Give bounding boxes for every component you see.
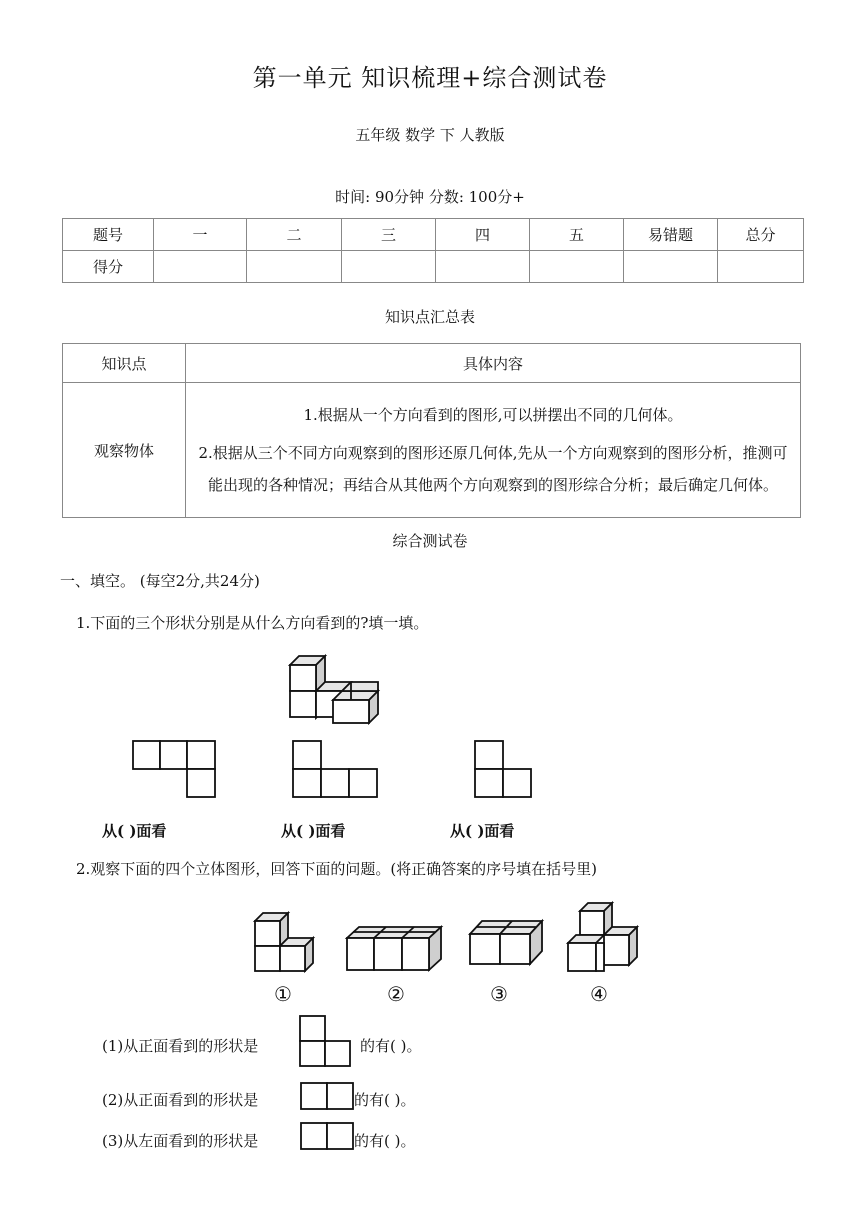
score-header-cell: 三 — [342, 219, 436, 251]
q2-sub1-suffix: 的有( )。 — [360, 1037, 422, 1055]
section-1-heading: 一、填空。 (每空2分,共24分) — [60, 572, 260, 590]
q2-solid-3 — [468, 918, 546, 968]
q2-solid-2 — [345, 924, 447, 974]
score-header-cell: 四 — [436, 219, 530, 251]
page-title: 第一单元 知识梳理+综合测试卷 — [252, 64, 608, 92]
test-title: 综合测试卷 — [392, 532, 468, 550]
q1-view-3 — [474, 740, 534, 800]
knowledge-content — [186, 383, 801, 518]
q2-sub3-prefix: (3)从左面看到的形状是 — [102, 1132, 259, 1150]
q2-number-1: ① — [274, 982, 292, 1006]
knowledge-line-1: 1.根据从一个方向看到的图形,可以拼摆出不同的几何体。 — [303, 406, 683, 424]
score-header-cell: 一 — [154, 219, 247, 251]
q2-sub1-prefix: (1)从正面看到的形状是 — [102, 1037, 259, 1055]
score-row — [63, 251, 804, 283]
knowledge-topic: 观察物体 — [63, 383, 186, 518]
q2-solid-1 — [253, 910, 328, 976]
score-header-cell: 易错题 — [624, 219, 718, 251]
score-header-cell: 二 — [247, 219, 342, 251]
q2-sub2-prefix: (2)从正面看到的形状是 — [102, 1091, 259, 1109]
q2-sub3-shape — [300, 1122, 356, 1152]
knowledge-line-2: 2.根据从三个不同方向观察到的图形还原几何体,先从一个方向观察到的图形分析，推测可能出现的各种情况；再结合从其他两个方向观察到的图形综合分析；最后确定几何体。 — [198, 444, 788, 494]
score-input-cell[interactable] — [530, 251, 624, 283]
q1-solid-figure — [288, 652, 384, 726]
q1-answer-label-2: 从( )面看 — [281, 822, 346, 840]
q2-solid-4 — [566, 900, 642, 974]
q1-answer-label-3: 从( )面看 — [450, 822, 515, 840]
score-input-cell[interactable] — [247, 251, 342, 283]
score-row-label: 得分 — [63, 251, 154, 283]
time-score-line: 时间: 90分钟 分数: 100分+ — [335, 188, 525, 206]
q1-answer-label-1: 从( )面看 — [102, 822, 167, 840]
score-table — [62, 218, 804, 283]
q1-view-1 — [132, 740, 218, 800]
question-2: 2.观察下面的四个立体图形，回答下面的问题。(将正确答案的序号填在括号里) — [76, 860, 598, 878]
score-header-cell: 五 — [530, 219, 624, 251]
q2-sub3-suffix: 的有( )。 — [354, 1132, 416, 1150]
score-input-cell[interactable] — [154, 251, 247, 283]
score-input-cell[interactable] — [342, 251, 436, 283]
q2-sub2-suffix: 的有( )。 — [354, 1091, 416, 1109]
q2-number-2: ② — [387, 982, 405, 1006]
page-subtitle: 五年级 数学 下 人教版 — [355, 126, 505, 144]
score-input-cell[interactable] — [624, 251, 718, 283]
score-input-cell[interactable] — [436, 251, 530, 283]
score-header-cell: 题号 — [63, 219, 154, 251]
score-header-row — [63, 219, 804, 251]
question-1: 1.下面的三个形状分别是从什么方向看到的?填一填。 — [76, 614, 429, 632]
knowledge-title: 知识点汇总表 — [384, 308, 475, 326]
q2-sub2-shape — [300, 1082, 356, 1112]
q1-view-2 — [292, 740, 380, 800]
q2-number-3: ③ — [490, 982, 508, 1006]
knowledge-table — [62, 343, 801, 518]
score-input-cell[interactable] — [718, 251, 804, 283]
score-header-cell: 总分 — [718, 219, 804, 251]
knowledge-col1-header: 知识点 — [63, 344, 186, 383]
q2-number-4: ④ — [590, 982, 608, 1006]
knowledge-col2-header: 具体内容 — [186, 344, 801, 383]
q2-sub1-shape — [299, 1015, 353, 1069]
